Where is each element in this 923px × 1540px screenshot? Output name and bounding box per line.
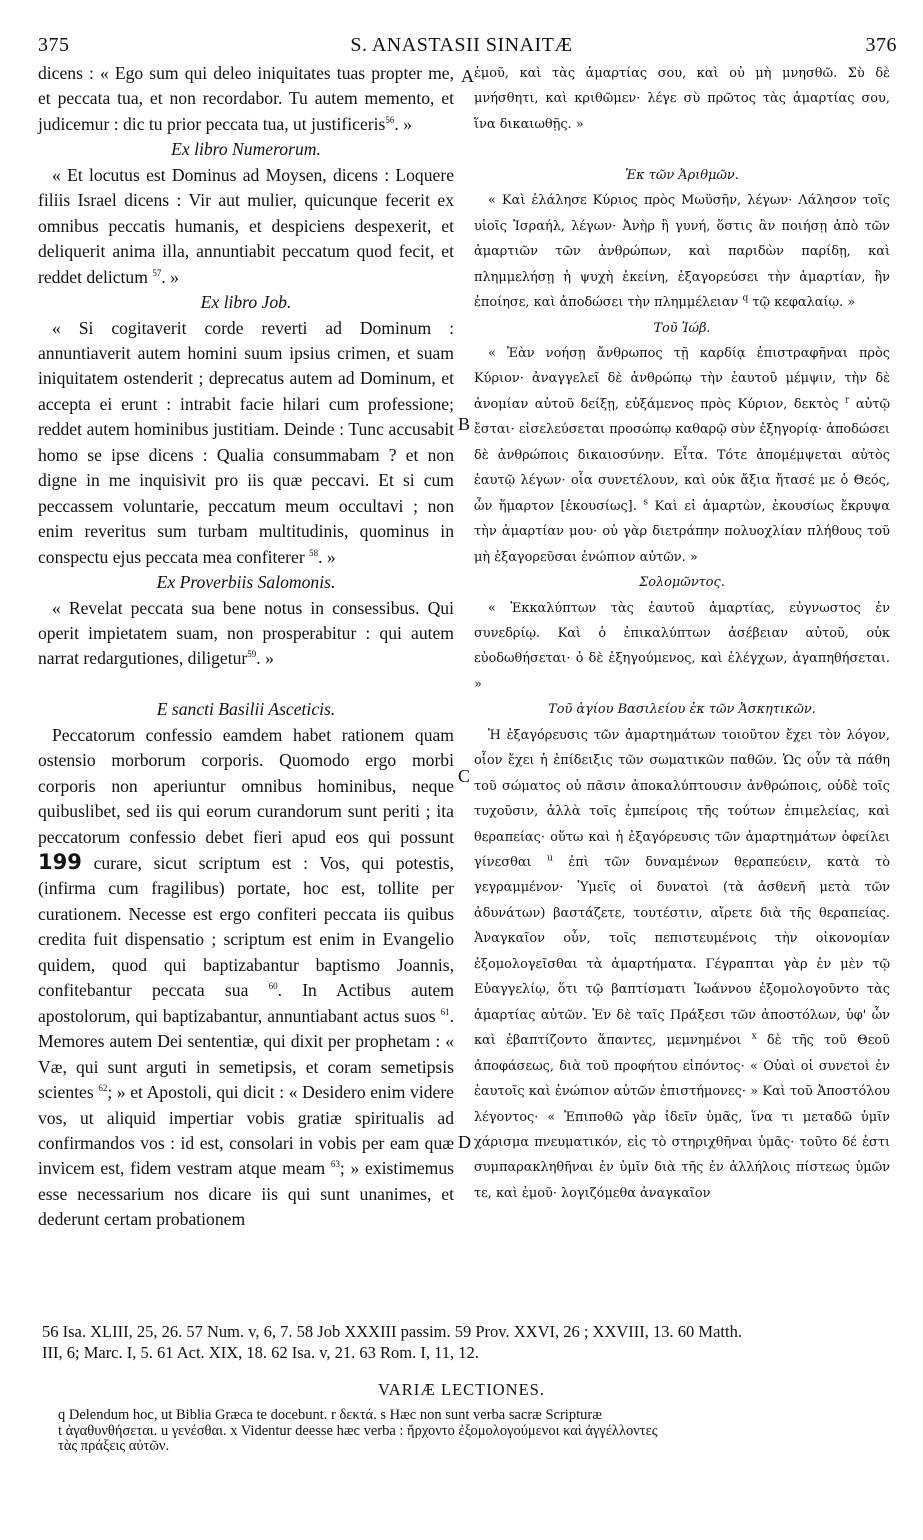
footnote-ref: 58: [309, 547, 319, 558]
latin-paragraph: « Revelat peccata sua bene notus in consessibus. Qui operit impietatem suam, non prosperabitur : qui autem narrat redargutiones, diligetur$^{59}$. »: [38, 597, 454, 669]
section-heading: Ex Proverbiis Salomonis.: [156, 572, 336, 593]
variae-lectiones: [58, 1408, 893, 1455]
variant-line: q Delendum hoc, ut Biblia Græca te docebunt. r δεκτά. s Hæc non sunt verba sacræ Scripturæ: [58, 1407, 602, 1423]
footnote-line: 56 Isa. XLIII, 25, 26. 57 Num. v, 6, 7. 58 Job XXXIII passim. 59 Prov. XXVI, 26 ; XXVIII, 13. 60 Matth.: [42, 1322, 742, 1341]
variant-line: τὰς πράξεις αὐτῶν.: [58, 1438, 170, 1454]
variant-line: t ἀγαθυνθήσεται. u γενέσθαι. x Videntur deesse hæc verba : ἤρχοντο ἐξομολογούμενοι καὶ ἀγγέλλοντες: [58, 1422, 658, 1439]
column-number: 199: [38, 850, 82, 875]
footnote-ref: 56: [385, 115, 395, 126]
footnote-ref: 60: [268, 981, 278, 992]
section-heading: Σολομῶντος.: [639, 575, 725, 591]
margin-marker-d: D: [458, 1132, 471, 1152]
variae-heading: VARIÆ LECTIONES.: [378, 1380, 545, 1399]
footnote-ref: 57: [152, 267, 162, 278]
margin-marker-c: C: [458, 766, 471, 786]
margin-marker-a: A: [461, 66, 474, 86]
section-heading: E sancti Basilii Asceticis.: [156, 699, 336, 720]
latin-column: [38, 61, 454, 1233]
greek-paragraph: « Ἐκκαλύπτων τὰς ἑαυτοῦ ἁμαρτίας, εὐγνωστος ἐν συνεδρίῳ. Καὶ ὁ ἐπικαλύπτων ἀσέβειαν αὐτοῦ, οὐκ εὐοδωθήσεται· ὁ δὲ ἐξηγούμενος, καὶ ἐλέγχων, ἀγαπηθήσεται. »: [474, 600, 890, 692]
variant-ref: u: [547, 853, 553, 864]
latin-paragraph: Peccatorum confessio eamdem habet rationem quam ostensio morborum corporis. Quomodo ergo morbi corporis non aperiuntur omnibus hominibus, neque quibuslibet, sed iis qui eorum curandorum sunt periti ; ita peccatorum confessio debet fieri apud eos qui possunt 199 curare, sicut scriptum est : Vos, qui potestis, (infirma cum fragilibus) portate, hoc est, tollite per curationem. Necesse est ergo confiteri peccata iis quibus credita fuit dispensatio ; scriptum est enim in Evangelio quidem, quod qui baptizabantur baptismo Joannis, confitebantur peccata sua $^{60}$. In Actibus autem apostolorum, qui baptizabantur, annuntiabant actus suos $^{61}$. Memores autem Dei sententiæ, qui dixit per prophetam : « Væ, qui sunt arguti in semetipsis, et coram semetipsis scientes $^{62}$; » et Apostoli, qui dicit : « Desidero enim videre vos, ut aliquid impertiar vobis gratiæ spiritualis ad confirmandos vos : id est, consolari in vobis per eam quæ invicem est, fidem vestram atque meam $^{63}$; » existimemus esse necessarium nos dicare iis qui sunt unanimes, et dederunt certam probationem: [38, 724, 454, 1230]
page-header: [26, 34, 897, 60]
greek-paragraph: « Ἐὰν νοήσῃ ἄνθρωπος τῇ καρδίᾳ ἐπιστραφῆναι πρὸς Κύριον· ἀναγγελεῖ δὲ ἀνθρώπῳ τὴν ἑαυτοῦ μέμψιν, τὴν δὲ ἀνομίαν αὐτοῦ δείξῃ, εὐξάμενος πρὸς Κύριον, δεκτὸς $^r$ αὐτῷ ἔσται· εἰσελεύσεται προσώπῳ καθαρῷ σὺν ἐξηγορίᾳ· ἀποδώσει δὲ ἀνθρώποις δικαιοσύνην. Εἶτα. Τότε ἀπομέμψεται αὐτὸς ἑαυτῷ λέγων· οἷα συνετέλουν, καὶ οὐκ ἄξια ἤτασέ με ὁ Θεός, ὧν ἥμαρτον [ἑκουσίως]. $^s$ Καὶ εἰ ἁμαρτὼν, ἑκουσίως ἔκρυψα τὴν ἁμαρτίαν μου· οὐ γὰρ διετράπην πολυοχλίαν πλήθους τοῦ μὴ ἐξαγορεῦσαι ἐνώπιον αὐτῶν. »: [474, 345, 891, 565]
section-heading: Τοῦ Ἰώβ.: [653, 320, 711, 336]
variant-ref: q: [742, 293, 749, 304]
greek-paragraph: « Καὶ ἐλάλησε Κύριος πρὸς Μωϋσῆν, λέγων· Λάλησον τοῖς υἱοῖς Ἰσραήλ, λέγων· Ἀνὴρ ἢ γυνή, ὅστις ἂν ποιήσῃ ἀπὸ τῶν ἁμαρτιῶν τῶν ἀνθρώπων, καὶ παριδὼν παρίδῃ, καὶ πλημμελήσῃ ἡ ψυχὴ ἐκείνη, ἐξαγορεύσει τὴν ἁμαρτίαν, ἣν ἐποίησε, καὶ ἀποδώσει τὴν πλημμέλειαν $^q$ τῷ κεφαλαίῳ. »: [474, 193, 890, 311]
greek-column: [474, 61, 890, 1206]
section-heading: Τοῦ ἁγίου Βασιλείου ἐκ τῶν Ἀσκητικῶν.: [548, 702, 816, 718]
page-number-right: 376: [865, 34, 897, 56]
variant-ref: s: [643, 497, 648, 508]
page-number-left: 375: [38, 34, 70, 56]
section-heading: Ex libro Job.: [200, 292, 292, 313]
footnote-ref: 62: [98, 1083, 108, 1094]
latin-paragraph: dicens : « Ego sum qui deleo iniquitates tuas propter me, et peccata tua, et non recordabor. Tu autem memento, et judicemur : dic tu prior peccata tua, ut justificeris$^{56}$. »: [38, 63, 454, 134]
footnotes: [42, 1321, 892, 1363]
footnote-line: III, 6; Marc. I, 5. 61 Act. XIX, 18. 62 Isa. v, 21. 63 Rom. I, 11, 12.: [42, 1343, 479, 1362]
greek-paragraph: ἐμοῦ, καὶ τὰς ἁμαρτίας σου, καὶ οὐ μὴ μνησθῶ. Σὺ δὲ μνήσθητι, καὶ κριθῶμεν· λέγε σὺ πρῶτος τὰς ἁμαρτίας σου, ἵνα δικαιωθῇς. »: [474, 66, 890, 132]
section-heading: Ex libro Numerorum.: [171, 139, 321, 160]
footnote-ref: 59: [247, 649, 257, 660]
latin-paragraph: « Et locutus est Dominus ad Moysen, dicens : Loquere filiis Israel dicens : Vir aut mulier, quicunque fecerit ex omnibus peccatis humanis, et despiciens despexerit, et deliquerit anima illa, annuntiabit peccatum quod fecit, et reddet delictum $^{57}$. »: [38, 164, 454, 287]
latin-paragraph: « Si cogitaverit corde reverti ad Dominum : annuntiaverit autem homini suum ipsius crimen, et suam iniquitatem ostenderit ; deprecatus autem ad Dominum, et accepta ei erunt : intrabit facie hilari cum professione; reddet autem hominibus justitiam. Deinde : Tunc accusabit homo se ipse dicens : Qualia consummabam ? et non digne in me inquisivit pro iis quæ peccavi. Et si cum peccassem voluntarie, peccatum meum occultavi ; non enim reveritus sum turbam multitudinis, quominus in conspectu ejus peccata mea confiterer $^{58}$. »: [38, 317, 454, 567]
footnote-ref: 61: [440, 1006, 450, 1017]
variant-ref: r: [845, 395, 850, 406]
section-heading: Ἐκ τῶν Ἀριθμῶν.: [625, 167, 739, 183]
variant-ref: x: [751, 1031, 757, 1042]
margin-marker-b: B: [458, 414, 471, 434]
footnote-ref: 63: [330, 1159, 340, 1170]
greek-paragraph: Ἡ ἐξαγόρευσις τῶν ἁμαρτημάτων τοιοῦτον ἔχει τὸν λόγον, οἷον ἔχει ἡ ἐπίδειξις τῶν σωματικῶν παθῶν. Ὡς οὖν τὰ πάθη τοῦ σώματος οὐ πᾶσιν ἀποκαλύπτουσιν ἀνθρώποις, οὐδὲ τοῖς τυχοῦσιν, ἀλλὰ τοῖς ἐμπείροις τῆς τούτων ἐπιμελείας, καὶ θεραπείας· οὕτω καὶ ἡ ἐξαγόρευσις τῶν ἁμαρτημάτων ὀφείλει γίνεσθαι $^u$ ἐπὶ τῶν δυναμένων θεραπεύειν, κατὰ τὸ γεγραμμένον· Ὑμεῖς οἱ δυνατοὶ (τὰ ἀσθενῆ μετὰ τῶν ἀδυνάτων) βαστάζετε, τουτέστιν, αἴρετε διὰ τῆς θεραπείας. Ἀναγκαῖον οὖν, τοῖς πεπιστευμένοις τὴν οἰκονομίαν ἐξομολογεῖσθαι τὰ ἁμαρτήματα. Γέγραπται γὰρ ἐν μὲν τῷ Εὐαγγελίῳ, ὅτι τῷ βαπτίσματι Ἰωάννου ἐξομολογοῦντο τὰς ἁμαρτίας αὐτῶν. Ἐν δὲ ταῖς Πράξεσι τῶν ἀποστόλων, ὑφ' ὧν καὶ ἐβαπτίζοντο ἅπαντες, μεμνημένοι $^x$ δὲ τῆς τοῦ Θεοῦ ἀποφάσεως, διὰ τοῦ προφήτου εἰπόντος· « Οὐαὶ οἱ συνετοὶ ἐν ἑαυτοῖς καὶ ἐνώπιον αὐτῶν ἐπιστήμονες· » Καὶ τοῦ Ἀποστόλου λέγοντος· « Ἐπιποθῶ γὰρ ἰδεῖν ὑμᾶς, ἵνα τι μεταδῶ ὑμῖν χάρισμα πνευματικόν, εἰς τὸ στηριχθῆναι ὑμᾶς· τοῦτο δέ ἐστι συμπαρακληθῆναι ἐν ὑμῖν διὰ τῆς ἐν ἀλλήλοις πίστεως ὑμῶν τε, καὶ ἐμοῦ· λογιζόμεθα ἀναγκαῖον: [474, 727, 890, 1201]
running-title: S. ANASTASII SINAITÆ: [350, 34, 573, 56]
